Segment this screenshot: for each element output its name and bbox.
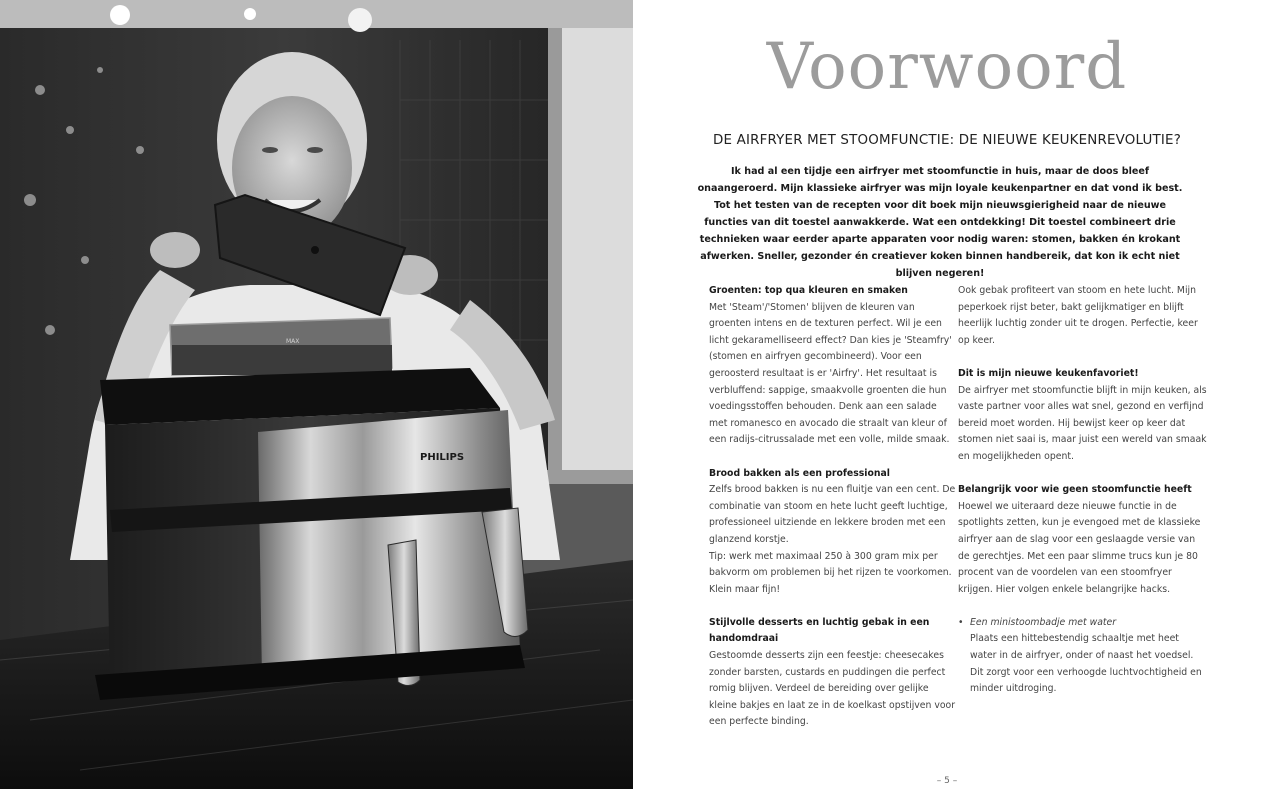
bullet-line bbox=[958, 615, 1208, 632]
section-body: Gestoomde desserts zijn een feestje: cheesecakes zonder barsten, custards en puddingen die perfect romig blijven. Verdeel de bereiding over gelijke kleine bakjes en laat ze in de koelkast opstijven voor een perfecte binding. bbox=[709, 650, 956, 728]
max-label: MAX bbox=[286, 338, 300, 345]
section-vegetables bbox=[709, 283, 957, 449]
right-column bbox=[958, 283, 1208, 714]
section-favorite bbox=[958, 366, 1208, 466]
text-page bbox=[633, 0, 1261, 789]
bullet-body: Plaats een hittebestendig schaaltje met heet water in de airfryer, onder of naast het voedsel. Dit zorgt voor een verhoogde luchtvochtigheid en minder uitdroging. bbox=[970, 633, 1202, 695]
page-number: – 5 – bbox=[936, 776, 958, 786]
section-no-steam bbox=[958, 482, 1208, 598]
section-heading: Stijlvolle desserts en luchtig gebak in een handomdraai bbox=[709, 616, 930, 645]
section-body: Zelfs brood bakken is nu een fluitje van een cent. De combinatie van stoom en hete lucht geeft luchtige, professioneel uitziende en lekkere broden met een glanzend korstje. bbox=[709, 484, 956, 545]
section-heading: Dit is mijn nieuwe keukenfavoriet! bbox=[958, 367, 1139, 379]
bullet-title: Een ministoombadje met water bbox=[970, 616, 1117, 628]
section-heading: Belangrijk voor wie geen stoomfunctie heeft bbox=[958, 484, 1192, 496]
section-desserts bbox=[709, 615, 957, 731]
section-body: Met 'Steam'/'Stomen' blijven de kleuren van groenten intens en de texturen perfect. Wil je een licht gekaramelliseerd effect? Dan kies je 'Steamfry' (stomen en airfryen gecombineerd). Voor een geroosterd resultaat is er 'Airfry'. Het resultaat is verbluffend: sappige, smaakvolle groenten die hun voedingsstoffen behouden. Denk aan een salade met romanesco en avocado die straalt van kleur of een radijs-citrussalade met een volle, milde smaak. bbox=[709, 301, 952, 446]
section-heading: Groenten: top qua kleuren en smaken bbox=[709, 285, 908, 296]
brand-label: PHILIPS bbox=[420, 452, 465, 463]
section-bread bbox=[709, 466, 957, 599]
section-body: De airfryer met stoomfunctie blijft in mijn keuken, als vaste partner voor alles wat snel, gezond en verfijnd bereid moet worden. Hij bewijst keer op keer dat stomen niet saai is, maar juist een wereld van smaak en mogelijkheden opent. bbox=[958, 384, 1207, 462]
section-heading: Brood bakken als een professional bbox=[709, 467, 890, 479]
bullet-marker: • bbox=[958, 616, 964, 628]
section-body: Hoewel we uiteraard deze nieuwe functie in de spotlights zetten, kun je evengoed met de klassieke airfryer aan de slag voor een geslaagde versie van de gerechtjes. Met een paar slimme trucs kun je 80 procent van de voordelen van een stoomfryer krijgen. Hier volgen enkele belangrijke hacks. bbox=[958, 500, 1201, 595]
page-subtitle: DE AIRFRYER MET STOOMFUNCTIE: DE NIEUWE KEUKENREVOLUTIE? bbox=[712, 133, 1182, 148]
section-pastry bbox=[958, 283, 1208, 349]
section-tip: Tip: werk met maximaal 250 à 300 gram mix per bakvorm om problemen bij het rijzen te voorkomen. Klein maar fijn! bbox=[709, 550, 952, 595]
hack-bullet bbox=[958, 615, 1208, 698]
section-body: Ook gebak profiteert van stoom en hete lucht. Mijn peperkoek rijst beter, bakt gelijkmatiger en blijft heerlijk luchtig zonder uit te drogen. Perfectie, keer op keer. bbox=[958, 285, 1198, 346]
intro-paragraph: Ik had al een tijdje een airfryer met stoomfunctie in huis, maar de doos bleef onaangeroerd. Mijn klassieke airfryer was mijn loyale keukenpartner en dat vond ik best. Tot het testen van de recepten voor dit boek mijn nieuwsgierigheid naar de nieuwe functies van dit toestel aanwakkerde. Wat een ontdekking! Dit toestel combineert drie technieken waar eerder aparte apparaten voor nodig waren: stomen, bakken én krokant afwerken. Sneller, gezonder én creatiever koken binnen handbereik, dat kon ik echt niet blijven negeren! bbox=[697, 166, 1183, 279]
left-column bbox=[709, 283, 957, 748]
page-title: Voorwoord bbox=[766, 30, 1128, 104]
